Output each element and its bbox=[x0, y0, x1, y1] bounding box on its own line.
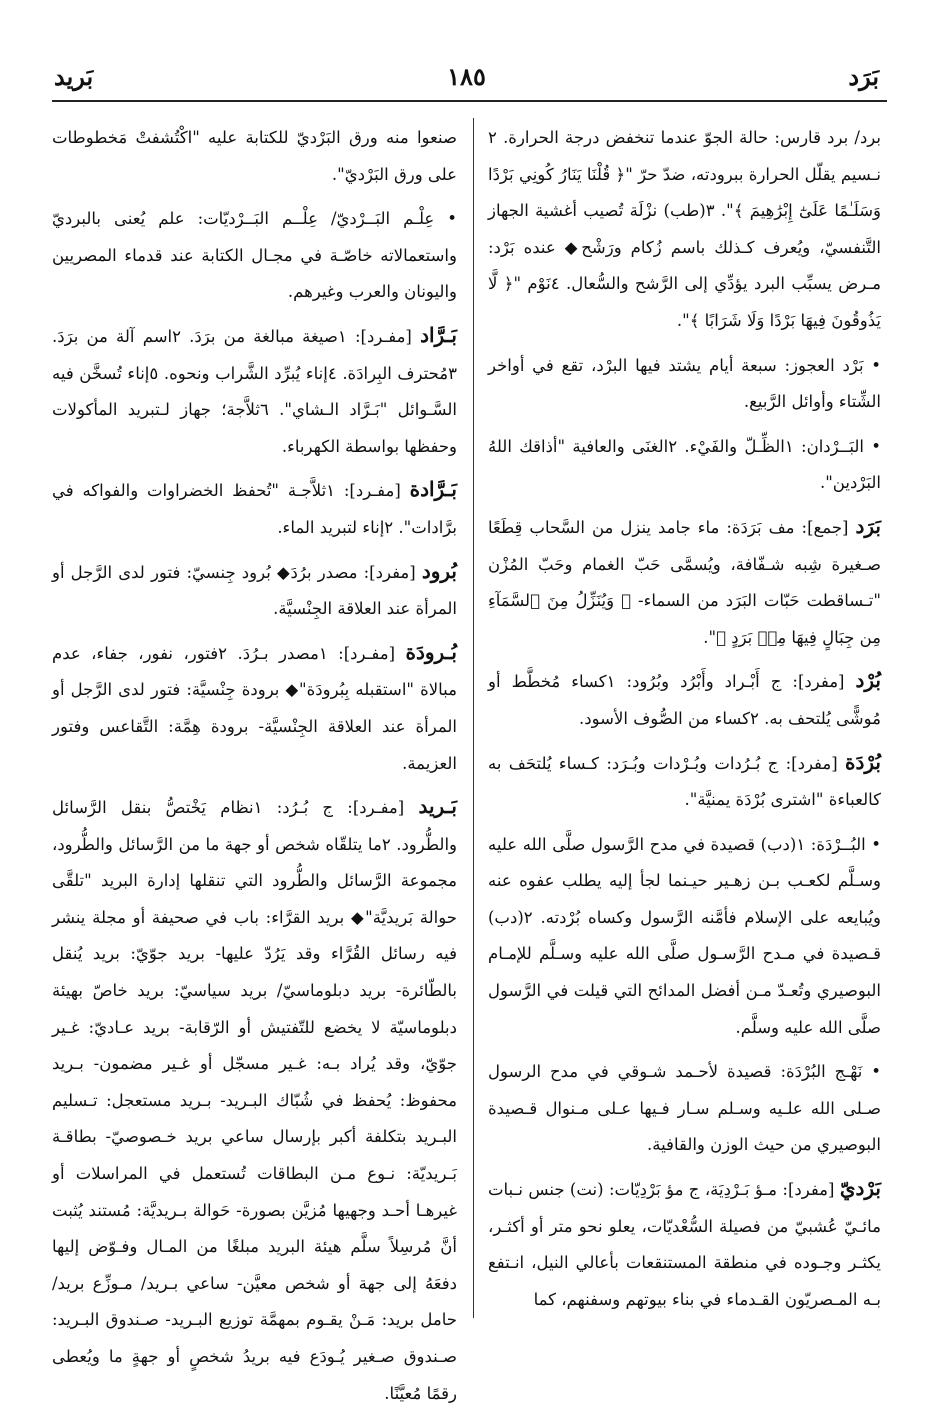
entry-text: [مفرد]: ج بُـرُدات وبُـرْدات وبُـرَد: كـساء يُلتحَف به كالعباءة "اشترى بُرْدَة يمنيَّة". bbox=[488, 753, 881, 810]
entry-text: • عِلْـم البَــرْديّ/ عِلْــم البَــرْديّات: علم يُعنى بالبرديّ واستعمالاته خاصّـة في مجـال الكتابة عند قدماء المصريين واليونان والعرب وغيرهم. bbox=[52, 209, 457, 302]
entry-text: [مفـرد]: ١صيغة مبالغة من برَدَ. ٢اسم آلة من برَدَ. ٣مُحترف البِرادَة. ٤إناء يُبرِّد الشَّراب ونحوه. ٥إناء تُسخَّن فيه السَّـوائل "بَـرَّاد الـشاي". ٦ثلاَّجة؛ جهاز لـتبريد المأكولات وحفظها بواسطة الكهرباء. bbox=[52, 326, 457, 456]
entry bbox=[52, 634, 457, 782]
entry bbox=[52, 471, 457, 546]
entry-text: صنعوا منه ورق البَرْديّ للكتابة عليه "اكْتُشفتْ مَخطوطات على ورق البَرْديّ". bbox=[52, 128, 457, 184]
page-number: ١٨٥ bbox=[447, 62, 486, 91]
entry-headword: بَـرَّاد bbox=[420, 322, 457, 347]
header-rule bbox=[52, 100, 887, 102]
entry-text: [مفرد]: مـؤ بَـرْدِيَة، ج مؤ بَرْدِيّات: (نت) جنس نـبات مائـيّ عُشبيّ من فصيلة السُّعْديّات، يعلو نحو متر أو أكثـر، يكثـر وجـوده في منطقة المستنقعات بأعالي النيل، انـتفع بـه المـصريّون القـدماء في بناء بيوتهم وسفنهم، كما bbox=[488, 1180, 881, 1309]
entry bbox=[52, 553, 457, 628]
entry bbox=[488, 427, 881, 502]
entry bbox=[52, 788, 457, 1412]
entry-text: [مفـرد]: ١مصدر بـرُدَ. ٢فتور، نفور، جفاء، عدم مبالاة "استقبله بِبُرودَة"◆ برودة جِنْسيَّة: فتور لدى الرَّجل أو المرأة عند العلاقة الجِنْسيَّة- برودة هِمَّة: التَّقاعس وفتور العزيمة. bbox=[52, 643, 457, 773]
entry-headword: بُـرودَة bbox=[405, 639, 457, 664]
column-divider bbox=[473, 118, 474, 1318]
page-header bbox=[50, 58, 883, 98]
entry-text: [مفرد]: مصدر برُدَ◆ بُرود جِنسيّ: فتور لدى الرَّجل أو المرأة عند العلاقة الجِنْسيَّة. bbox=[52, 562, 457, 619]
entry-headword: بَرَد bbox=[855, 513, 881, 538]
entry-headword: بُرْد bbox=[855, 668, 881, 693]
entry bbox=[488, 825, 881, 1047]
entry-headword: بُرْدَة bbox=[845, 749, 881, 774]
entry bbox=[488, 346, 881, 421]
entry-text: • البَــرْدان: ١الظِّـلّ والفَيْء. ٢الغنَى والعافية "أذاقك اللهُ البَرْدين". bbox=[488, 436, 881, 493]
entry-text: [مفـرد]: ١ثلاَّجـة "تُحفظ الخضراوات والفواكه في برَّادات". ٢إناء لتبريد الماء. bbox=[52, 481, 457, 537]
entry bbox=[488, 662, 881, 737]
entry-text: [مفرد]: ج أَبْـراد وأَبْرُد وبُرُود: ١كساء مُخطَّط أو مُوشًّى يُلتحف به. ٢كساء من الصُّوف الأسود. bbox=[488, 672, 881, 728]
entry-text: [جمع]: مف بَرَدَة: ماء جامد ينزل من السَّحاب قِطَعًا صـغيرة شِبه شـفّافة، ويُسمَّى حَبّ الغمام وحَبّ المُزْن "تـساقطت حَبّات البَرَد من السماء- ﴿ وَيُنَزِّلُ مِنَ ٱلسَّمَآءِ مِن جِبَالٍ فِيهَا مِنۢ بَرَدٍ ﴾". bbox=[488, 517, 881, 647]
entry bbox=[52, 118, 457, 193]
entry-headword: بُرود bbox=[421, 558, 457, 583]
entry bbox=[488, 1170, 881, 1318]
entry-headword: بَـرَّادة bbox=[409, 477, 457, 502]
header-headword-right: بَرَد bbox=[848, 62, 879, 91]
entry-headword: بَـريد bbox=[418, 794, 457, 819]
entry-text: • بَرْد العجوز: سبعة أيام يشتد فيها البرْد، تقع في أواخر الشِّتاء وأوائل الرَّبيع. bbox=[488, 355, 881, 412]
entry-text: [مفـرد]: ج بُـرُد: ١نظام يَخْتصُّ بنقل الرَّسائل والطُّرود. ٢ما يتلقّاه شخص أو جهة ما من الرَّسائل والطُّرود، مجموعة الرَّسائل والطُّرود التي تنقلها إدارة البريد "تلقَّى حوالة بَريديَّة"◆ بريد القرَّاء: باب في صحيفة أو مجلة ينشر فيه رسائل القُرَّاء وقد يَرُدّ عليها- بريد جوّيّ: بريد يُنقل بالطّائرة- بريد دبلوماسيّ/ بريد سياسيّ: بريد خاصّ بهيئة دبلوماسيّة لا يخضع للتّفتيش أو الرّقابة- بريد عـاديّ: غـير جوّيّ، وقد يُراد بـه: غـير مسجّل أو غـير مضمون- بـريد محفوظ: يُحفظ في شُبّاك البـريد- بـريد مستعجل: تـسليم البـريد بتكلفة أكبر بإرسال ساعي بريد خـصوصيّ- بطاقـة بَـريديّة: نـوع مـن البطاقات تُستعمل في المراسلات أو غيرهـا أحـد وجهيها مُزيَّن بصورة- حَوالة بـريديَّة: مُستند يُثبت أنَّ مُرسِلاً سلَّم هيئة البريد مبلغًا من المـال وفـوّض إليها دفعَهُ إلى جهة أو شخص معيَّن- ساعي بـريد/ مـوزِّع بريد/ حامل بريد: مَـنْ يقـوم بمهمَّة توزيع البـريد- صـندوق البـريد: صـندوق صـغير يُـودَع فيه بريدُ شخصٍ أو جهةٍ ما ويُعطى رقمًا مُعيَّنًا. bbox=[52, 798, 457, 1403]
entry bbox=[52, 317, 457, 465]
entry-headword: بَرْديّ bbox=[839, 1176, 881, 1201]
entry-text: • نَهْـج البُرْدَة: قصيدة لأحـمد شـوقي في مدح الرسول صـلى الله علـيه وسـلم سـار فـيها عـلى مـنوال قـصيدة البوصيري من حيث الوزن والقافية. bbox=[488, 1062, 881, 1155]
entry bbox=[488, 1052, 881, 1164]
entry-text: • البُــرْدَة: ١(دب) قصيدة في مدح الرَّسول صلَّى الله عليه وسـلَّم لكعـب بـن زهـير حيـنما لجأ إليه يطلب عفوه عنه ويُبايعه على الإسلام فأمَّنه الرَّسول وكساه بُرْدته. ٢(دب) قـصيدة في مـدح الرَّسـول صلَّى الله عليه وسـلَّم للإمـام البوصيري وتُعـدّ مـن أفضل المدائح التي قيلت في الرَّسول صلَّى الله عليه وسلَّم. bbox=[488, 834, 882, 1037]
entry-text: برد/ برد قارس: حالة الجوّ عندما تنخفض درجة الحرارة. ٢ نـسيم يقلّل الحرارة ببرودته، ضدّ حرّ "﴿ قُلْنَا يَنَارُ كُونِي بَرْدًا وَسَلَـٰمًا عَلَىٰٓ إِبْرَٰهِيمَ ﴾". ٣(طب) نزْلَة تُصيب أغشية الجهاز التَّنفسيّ، ويُعرف كـذلك باسم زُكام ورَشْح◆ عنده بَرْد: مـرض يسبِّب البرد يؤدِّي إلى الرَّشح والسُّعال. ٤نَوْم "﴿ لَّا يَذُوقُونَ فِيهَا بَرْدًا وَلَا شَرَابًا ﴾". bbox=[488, 128, 881, 330]
left-column bbox=[52, 118, 457, 1403]
entry bbox=[488, 744, 881, 819]
header-headword-left: بَريد bbox=[54, 62, 94, 91]
entry bbox=[488, 508, 881, 656]
entry bbox=[52, 199, 457, 311]
entry bbox=[488, 118, 881, 340]
right-column bbox=[488, 118, 881, 1328]
